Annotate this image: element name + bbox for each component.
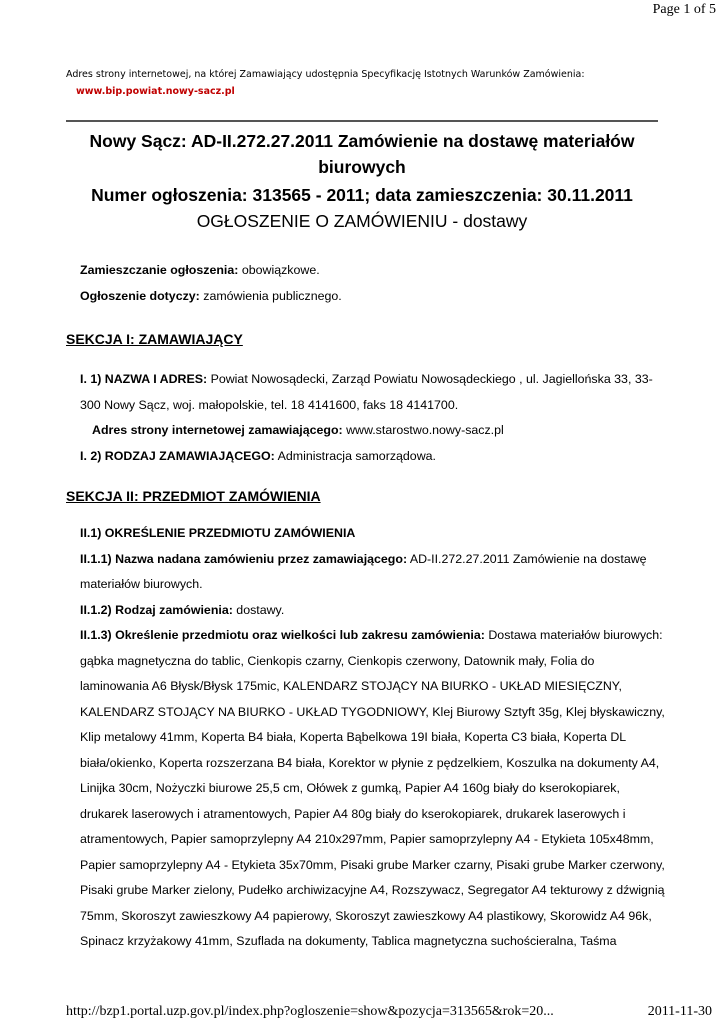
title-line-1: Nowy Sącz: AD-II.272.27.2011 Zamówienie na dostawę materiałów [89,131,635,151]
order-kind-line: II.1.2) Rodzaj zamówienia: dostawy. [80,602,285,617]
name-address-line: I. 1) NAZWA I ADRES: Powiat Nowosądecki, Zarząd Powiatu Nowosądeckiego , ul. Jagiellońska 33, 33- [80,372,653,386]
section-1-heading: SEKCJA I: ZAMAWIAJĄCY [66,331,243,347]
title-notice-number: Numer ogłoszenia: 313565 - 2011; data zamieszczenia: 30.11.2011 [91,185,633,205]
description-line: II.1.3) Określenie przedmiotu oraz wielkości lub zakresu zamówienia: Dostawa materiałów biurowych: [80,628,663,642]
order-name-line: II.1.1) Nazwa nadana zamówieniu przez zamawiającego: AD-II.272.27.2011 Zamówienie na dostawę [80,551,647,566]
description-line: KALENDARZ STOJĄCY NA BIURKO - UKŁAD TYGODNIOWY, Klej Biurowy Sztyft 35g, Klej błyskawiczny, [80,704,665,719]
description-line: Linijka 30cm, Nożyczki biurowe 25,5 cm, Ołówek z gumką, Papier A4 160g biały do kserokopiarek, [80,781,620,795]
description-line: atramentowych, Papier samoprzylepny A4 210x297mm, Papier samoprzylepny A4 - Etykieta 105x48mm, [80,832,654,846]
section-2-heading: SEKCJA II: PRZEDMIOT ZAMÓWIENIA [66,488,321,504]
title-line-2: biurowych [318,157,406,177]
print-footer [66,1004,712,1020]
description-line: Klip metalowy 41mm, Koperta B4 biała, Koperta Bąbelkowa 19I biała, Koperta C3 biała, Koperta DL [80,730,627,744]
siwz-url-link[interactable]: www.bip.powiat.nowy-sacz.pl [76,86,235,97]
order-name-line: materiałów biurowych. [80,577,203,591]
title-notice-type: OGŁOSZENIE O ZAMÓWIENIU - dostawy [196,211,528,231]
description-line: Spinacz krzyżakowy 41mm, Szuflada na dokumenty, Tablica magnetyczna suchościeralna, Taśma [80,934,617,948]
description-line: 75mm, Skoroszyt zawieszkowy A4 papierowy, Skoroszyt zawieszkowy A4 plastikowy, Skorowidz A4 96k, [80,908,652,923]
footer-date: 2011-11-30 [647,1004,712,1019]
title-divider [66,120,658,122]
subsection-heading: II.1) OKREŚLENIE PRZEDMIOTU ZAMÓWIENIA [80,526,356,540]
description-line: drukarek laserowych i atramentowych, Papier A4 80g biały do kserokopiarek, drukarek laserowych i [80,806,626,821]
website-line: Adres strony internetowej zamawiającego: www.starostwo.nowy-sacz.pl [92,423,504,437]
siwz-label: Adres strony internetowej, na której Zamawiający udostępnia Specyfikację Istotnych Warunków Zamówienia: [66,69,585,80]
description-line: laminowania A6 Błysk/Błysk 175mic, KALENDARZ STOJĄCY NA BIURKO - UKŁAD MIESIĘCZNY, [80,679,622,693]
section-2-body [80,521,665,955]
siwz-source [66,66,585,100]
description-line: Papier samoprzylepny A4 - Etykieta 35x70mm, Pisaki grube Marker czarny, Pisaki grube Marker czerwony, [80,857,665,872]
section-1-body [80,367,660,469]
name-address-line: 300 Nowy Sącz, woj. małopolskie, tel. 18 4141600, faks 18 4141700. [80,397,459,412]
description-line: Pisaki grube Marker zielony, Pudełko archiwizacyjne A4, Rozszywacz, Segregator A4 tekturowy z dźwignią [80,883,665,897]
authority-type-line: I. 2) RODZAJ ZAMAWIAJĄCEGO: Administracja samorządowa. [80,448,436,463]
footer-url: http://bzp1.portal.uzp.gov.pl/index.php?ogloszenie=show&pozycja=313565&rok=20... [66,1004,554,1019]
notice-title [66,128,658,234]
description-line: biała/okienko, Koperta rozszerzana B4 biała, Korektor w płynie z pędzelkiem, Koszulka na dokumenty A4, [80,755,660,770]
intro-line: Ogłoszenie dotyczy: zamówienia publicznego. [80,288,342,303]
intro-line: Zamieszczanie ogłoszenia: obowiązkowe. [80,263,320,277]
description-line: gąbka magnetyczna do tablic, Cienkopis czarny, Cienkopis czerwony, Datownik mały, Folia do [80,653,595,668]
page-number: Page 1 of 5 [652,2,716,17]
intro-block [80,258,660,309]
